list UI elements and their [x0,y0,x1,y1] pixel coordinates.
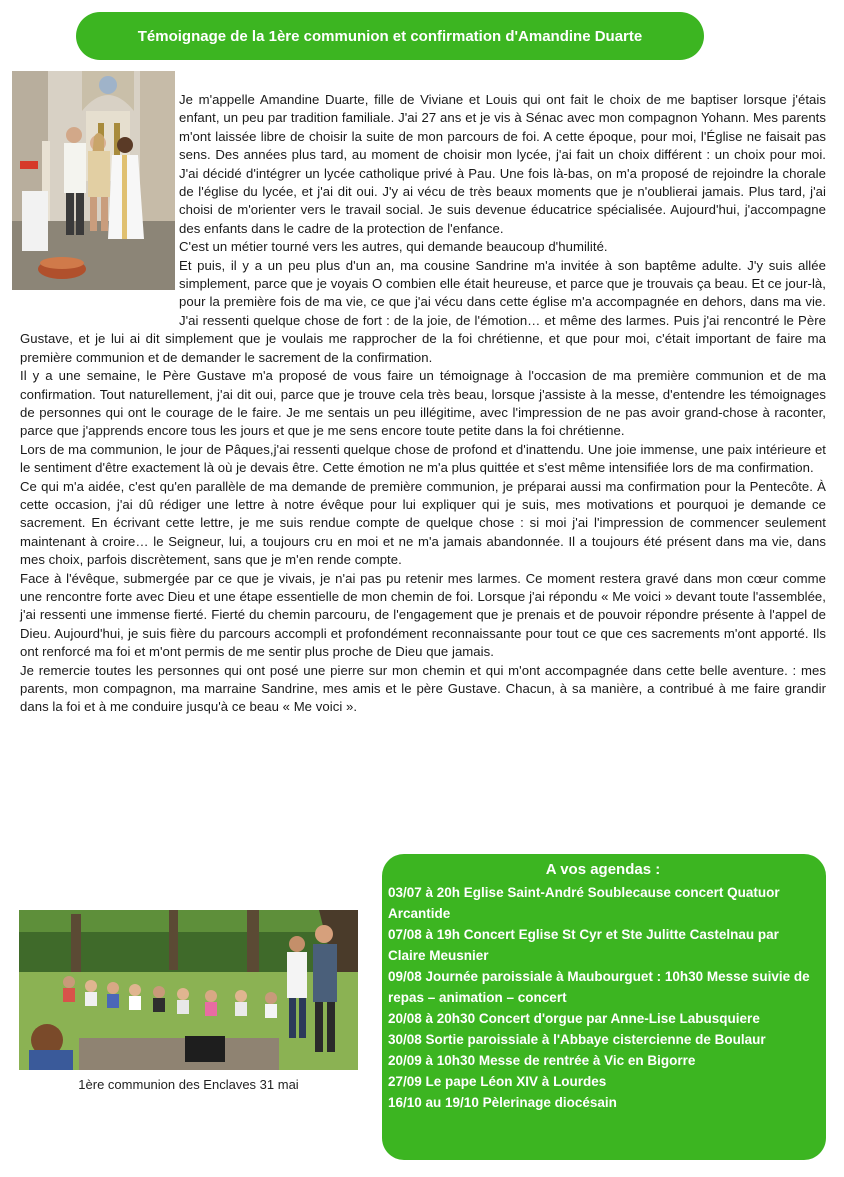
agenda-list [388,882,818,1113]
agenda-item: 30/08 Sortie paroissiale à l'Abbaye cistercienne de Boulaur [388,1032,766,1047]
agenda-box [382,854,826,1160]
paragraph: Lors de ma communion, le jour de Pâques,j'ai ressenti quelque chose de profond et d'inattendu. Une joie immense, une paix intérieure et le sentiment d'être exactement là où je devais être. Cette émotion ne m'a plus quittée et s'est même intensifiée lors de ma confirmation. [20,441,826,476]
agenda-item: 16/10 au 19/10 Pèlerinage diocésain [388,1095,617,1110]
paragraph: Je m'appelle Amandine Duarte, fille de Viviane et Louis qui ont fait le choix de me baptiser lorsque j'étais enfant, un peu par tradition familiale. J'ai 27 ans et je vis à Sénac avec mon compagnon Yohann. Mes parents m'ont laissée libre de choisir la suite de mon parcours de foi. A cette époque, pour moi, l'Église ne faisait pas sens. Des années plus tard, au moment de choisir mon lycée, j'ai fait un choix différent : un choix pour moi. J'ai décidé d'intégrer un lycée catholique privé à Pau. Une fois là-bas, on m'a proposé de rejoindre la chorale de l'église du lycée, et j'ai dit oui. J'y ai vécu de très beaux moments que je n'oublierai jamais. Plus tard, j'ai choisi de m'orienter vers le travail social. Je suis devenue éducatrice spécialisée. Aujourd'hui, j'accompagne des enfants dans le cadre de la protection de l'enfance. [179,92,826,236]
agenda-heading: A vos agendas : [545,861,661,878]
agenda-item: 09/08 Journée paroissiale à Maubourguet : 10h30 Messe suivie de repas – animation – concert [388,969,810,1005]
paragraph: Ce qui m'a aidée, c'est qu'en parallèle de ma demande de première communion, je préparai aussi ma confirmation pour la Pentecôte. À cette occasion, j'ai dû rédiger une lettre à notre évêque pour lui expliquer qui je suis, mes motivations et pourquoi je demande ce sacrement. En écrivant cette lettre, je me suis rendue compte de quelque chose : si moi j'ai l'impression de commencer seulement maintenant à croire… le Seigneur, lui, a toujours cru en moi et ne m'a jamais abandonnée. Il a toujours été présent dans ma vie, dans mes choix, parfois discrètement, sans que je m'en rende compte. [20,478,826,568]
agenda-item: 20/09 à 10h30 Messe de rentrée à Vic en Bigorre [388,1053,696,1068]
agenda-item: 03/07 à 20h Eglise Saint-André Soublecause concert Quatuor Arcantide [388,885,780,921]
paragraph: Face à l'évêque, submergée par ce que je vivais, je n'ai pas pu retenir mes larmes. Ce moment restera gravé dans mon cœur comme une rencontre forte avec Dieu et une étape essentielle de mon chemin de foi. Lorsque j'ai répondu « Me voici » devant toute l'assemblée, j'ai ressenti une immense fierté. Fierté du chemin parcouru, de l'engagement que je prenais et de pouvoir répondre présente à l'appel de Dieu. Aujourd'hui, je suis fière du parcours accompli et profondément reconnaissante pour tout ce que ces sacrements m'ont apporté. Ils ont renforcé ma foi et m'ont permis de me sentir plus proche de Dieu que jamais. [20,570,826,660]
outdoor-group-illustration [19,910,358,1070]
photo-spacer [20,91,179,319]
photo-caption: 1ère communion des Enclaves 31 mai [78,1077,299,1092]
paragraph: Il y a une semaine, le Père Gustave m'a proposé de vous faire un témoignage à l'occasion de ma première communion et de ma confirmation. Tout naturellement, j'ai dit oui, parce que je trouve cela très beau, lorsque j'assiste à la messe, d'entendre les témoignages de personnes qui ont le courage de le faire. Je me sentais un peu illégitime, avec l'impression de ne pas avoir grand-chose à raconter, parce que j'apprends encore tous les jours et que je me sens encore toute petite dans la foi chrétienne. [20,368,826,439]
title-banner [76,12,704,60]
paragraph: Et puis, il y a un peu plus d'un an, ma cousine Sandrine m'a invitée à son baptême adulte. J'y suis allée simplement, parce que je voyais O combien elle était heureuse, et parce que je trouvais ça beau. Et ce jour-là, pour la première fois de ma vie, ce que j'ai vécu dans cette église m'a accompagnée en dehors, dans ma vie. J'ai ressenti quelque chose de fort : de la joie, de l'émotion… et même des larmes. Puis j'ai rencontré le Père Gustave, et je lui ai dit simplement que je voulais me rapprocher de la foi chrétienne, et que pour moi, c'était important de faire ma première communion et de demander le sacrement de la confirmation. [20,257,826,365]
paragraph: Je remercie toutes les personnes qui ont posé une pierre sur mon chemin et qui m'ont accompagnée dans cette belle aventure. : mes parents, mon compagnon, ma marraine Sandrine, mes amis et le père Gustave. Chacun, à sa manière, a contribué à me faire grandir dans la foi et à me conduire jusqu'à ce beau « Me voici ». [20,662,826,715]
agenda-item: 20/08 à 20h30 Concert d'orgue par Anne-Lise Labusquiere [388,1011,760,1026]
first-communion-group-photo [19,910,358,1070]
testimony-article [20,91,826,717]
agenda-item: 27/09 Le pape Léon XIV à Lourdes [388,1074,607,1089]
page-title: Témoignage de la 1ère communion et confirmation d'Amandine Duarte [137,27,643,45]
paragraph: C'est un métier tourné vers les autres, qui demande beaucoup d'humilité. [179,239,608,255]
agenda-item: 07/08 à 19h Concert Eglise St Cyr et Ste Julitte Castelnau par Claire Meusnier [388,927,779,963]
